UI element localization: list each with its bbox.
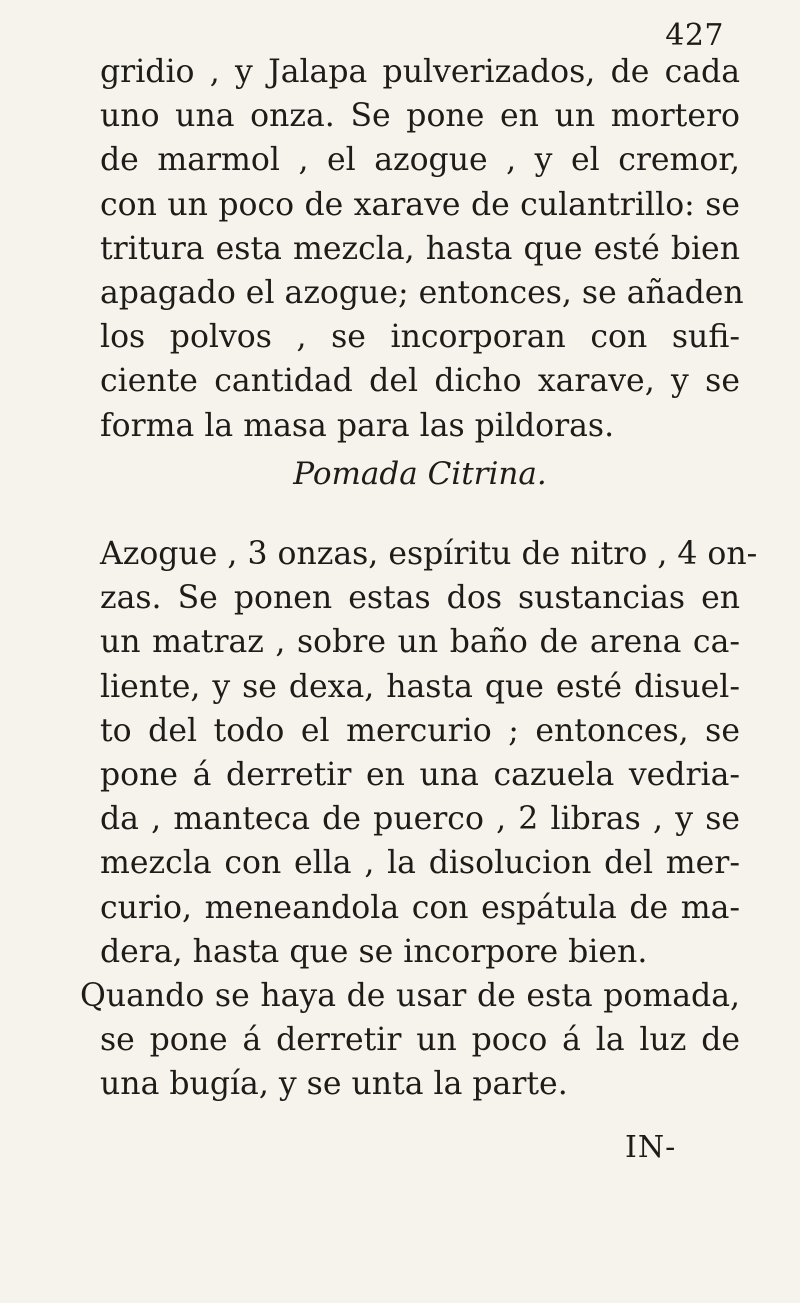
text-line: zas. Se ponen estas dos sustancias en [100,580,740,617]
text-line: con un poco de xarave de culantrillo: se [100,186,740,223]
text-line: mezcla con ella , la disolucion del mer- [100,845,740,882]
text-line: ciente cantidad del dicho xarave, y se [100,363,740,400]
text-line: uno una onza. Se pone en un mortero [100,98,740,135]
text-line: forma la masa para las pildoras. [100,407,615,444]
text-line: dera, hasta que se incorpore bien. [100,933,648,970]
text-line: se pone á derretir un poco á la luz de [100,1022,740,1059]
text-line: liente, y se dexa, hasta que esté disuel- [100,668,740,705]
text-line: los polvos , se incorporan con sufi- [100,319,740,356]
text-line: de marmol , el azogue , y el cremor, [100,142,740,179]
page-number: 427 [665,18,724,53]
text-line: da , manteca de puerco , 2 libras , y se [100,801,740,838]
text-line: Quando se haya de usar de esta pomada, [80,977,740,1014]
text-line: to del todo el mercurio ; entonces, se [100,712,740,749]
text-line: una bugía, y se unta la parte. [100,1066,568,1103]
text-line: Azogue , 3 onzas, espíritu de nitro , 4 on- [100,536,758,572]
paragraph-pomada-recipe [80,532,758,1106]
section-heading: Pomada Citrina. [293,456,547,492]
text-line: gridio , y Jalapa pulverizados, de cada [100,54,740,90]
paragraph-pill-recipe [100,50,744,448]
catchword: IN- [625,1130,677,1165]
text-line: tritura esta mezcla, hasta que esté bien [100,230,740,267]
text-line: apagado el azogue; entonces, se añaden [100,274,744,311]
text-line: un matraz , sobre un baño de arena ca- [100,624,740,661]
text-line: curio, meneandola con espátula de ma- [100,889,740,926]
text-line: pone á derretir en una cazuela vedria- [100,756,740,793]
